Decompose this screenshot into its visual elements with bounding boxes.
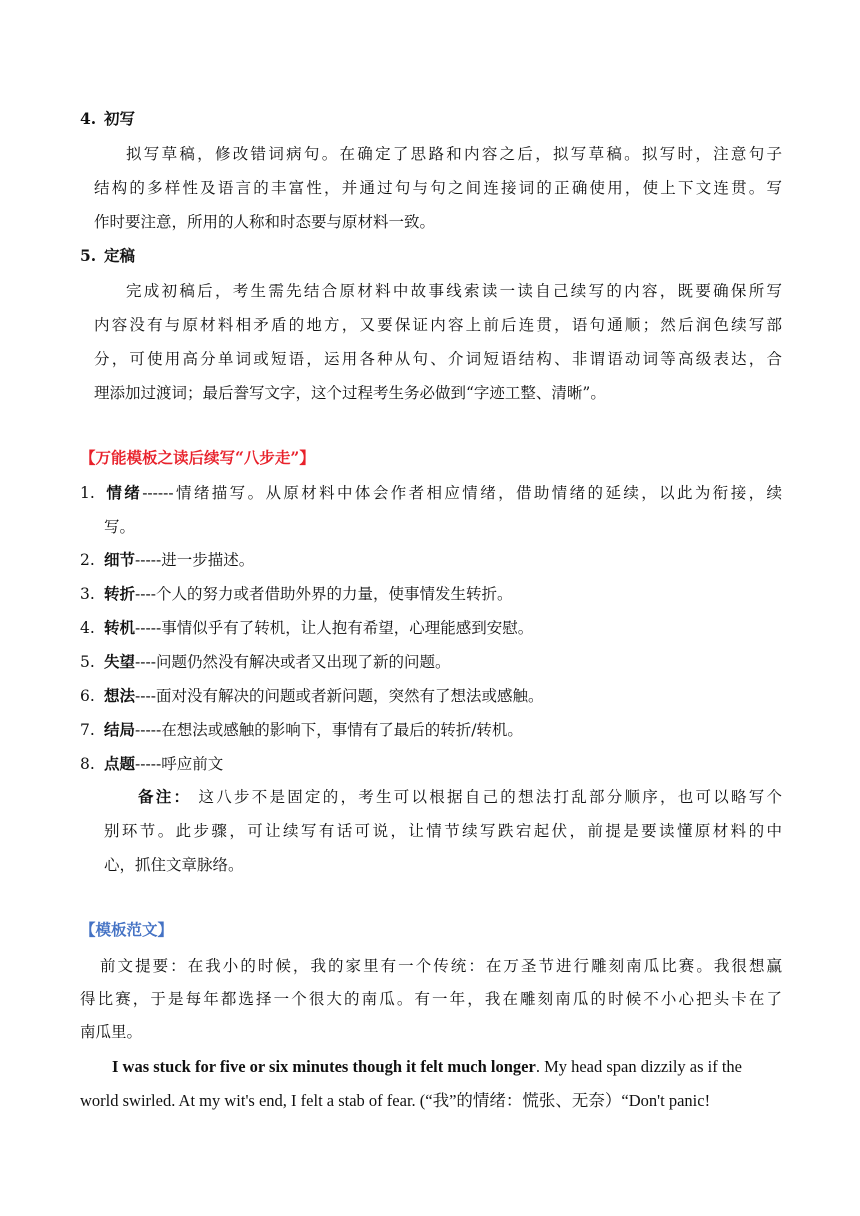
step-6-number: 6. xyxy=(80,687,95,705)
section-5-heading xyxy=(80,245,135,267)
step-7-number: 7. xyxy=(80,721,95,739)
step-4-number: 4. xyxy=(80,619,95,637)
step-1-term: 情绪 xyxy=(104,483,143,502)
step-5-number: 5. xyxy=(80,653,95,671)
step-7-term: 结局 xyxy=(104,720,136,739)
step-4 xyxy=(80,617,533,639)
step-6-term: 想法 xyxy=(104,686,136,705)
section-5-para-line-1: 完成初稿后，考生需先结合原材料中故事线索读一读自己续写的内容，既要确保所写 xyxy=(126,282,782,300)
step-8 xyxy=(80,753,223,775)
step-5-term: 失望 xyxy=(104,652,136,671)
prompt-line-3: 南瓜里。 xyxy=(80,1023,143,1041)
note-line-1 xyxy=(138,786,782,808)
section-5-para-line-2: 内容没有与原材料相矛盾的地方，又要保证内容上前后连贯，语句通顺；然后润色续写部 xyxy=(94,316,782,334)
step-3 xyxy=(80,583,512,605)
section-5-para-line-4: 理添加过渡词；最后誊写文字，这个过程考生务必做到“字迹工整、清晰”。 xyxy=(94,384,606,402)
section-4-para-line-2: 结构的多样性及语言的丰富性，并通过句与句之间连接词的正确使用，使上下文连贯。写 xyxy=(94,179,782,197)
section-4-number: 4. xyxy=(80,109,97,128)
note-label: 备注： xyxy=(138,787,192,806)
step-5-text: ----问题仍然没有解决或者又出现了新的问题。 xyxy=(135,653,451,671)
section-4-heading xyxy=(80,108,135,130)
step-6-text: ----面对没有解决的问题或者新问题，突然有了想法或感触。 xyxy=(135,687,544,705)
example-heading: 【模板范文】 xyxy=(80,920,174,939)
step-2-number: 2. xyxy=(80,551,95,569)
section-4-para-line-1: 拟写草稿，修改错词病句。在确定了思路和内容之后，拟写草稿。拟写时，注意句子 xyxy=(126,145,782,163)
step-1-continuation: 写。 xyxy=(104,518,136,536)
step-8-number: 8. xyxy=(80,755,95,773)
note-line-3: 心，抓住文章脉络。 xyxy=(104,856,244,874)
section-5-number: 5. xyxy=(80,246,97,265)
section-5-title: 定稿 xyxy=(104,246,136,265)
step-3-term: 转折 xyxy=(104,584,136,603)
step-7-text: -----在想法或感触的影响下，事情有了最后的转折/转机。 xyxy=(135,721,523,739)
step-6 xyxy=(80,685,543,707)
english-bold-sentence: I was stuck for five or six minutes though it felt much longer xyxy=(112,1057,536,1076)
english-line-1 xyxy=(112,1056,742,1078)
step-1 xyxy=(80,482,782,504)
note-text-1: 这八步不是固定的，考生可以根据自己的想法打乱部分顺序，也可以略写个 xyxy=(191,788,782,806)
step-3-number: 3. xyxy=(80,585,95,603)
prompt-line-2: 得比赛，于是每年都选择一个很大的南瓜。有一年，我在雕刻南瓜的时候不小心把头卡在了 xyxy=(80,990,782,1008)
step-2-term: 细节 xyxy=(104,550,136,569)
prompt-line-1: 前文提要：在我小的时候，我的家里有一个传统：在万圣节进行雕刻南瓜比赛。我很想赢 xyxy=(100,957,782,975)
step-8-term: 点题 xyxy=(104,754,136,773)
section-4-para-line-3: 作时要注意，所用的人称和时态要与原材料一致。 xyxy=(94,213,436,231)
step-3-text: ----个人的努力或者借助外界的力量，使事情发生转折。 xyxy=(135,585,513,603)
note-line-2: 别环节。此步骤，可让续写有话可说，让情节续写跌宕起伏，前提是要读懂原材料的中 xyxy=(104,822,782,840)
english-line-2: world swirled. At my wit's end, I felt a stab of fear. (“我”的情绪：慌张、无奈）“Don't panic! xyxy=(80,1091,711,1110)
english-rest-1: . My head span dizzily as if the xyxy=(535,1057,743,1076)
section-5-para-line-3: 分，可使用高分单词或短语，运用各种从句、介词短语结构、非谓语动词等高级表达，合 xyxy=(94,350,782,368)
step-7 xyxy=(80,719,523,741)
step-2-text: -----进一步描述。 xyxy=(135,551,255,569)
step-8-text: -----呼应前文 xyxy=(135,755,224,773)
section-4-title: 初写 xyxy=(104,109,136,128)
step-4-text: -----事情似乎有了转机，让人抱有希望，心理能感到安慰。 xyxy=(135,619,534,637)
step-4-term: 转机 xyxy=(104,618,136,637)
template-heading: 【万能模板之读后续写“八步走”】 xyxy=(80,448,315,467)
step-1-text: ------情绪描写。从原材料中体会作者相应情绪，借助情绪的延续，以此为衔接，续 xyxy=(142,484,782,502)
step-1-number: 1. xyxy=(80,484,95,502)
step-5 xyxy=(80,651,450,673)
step-2 xyxy=(80,549,254,571)
